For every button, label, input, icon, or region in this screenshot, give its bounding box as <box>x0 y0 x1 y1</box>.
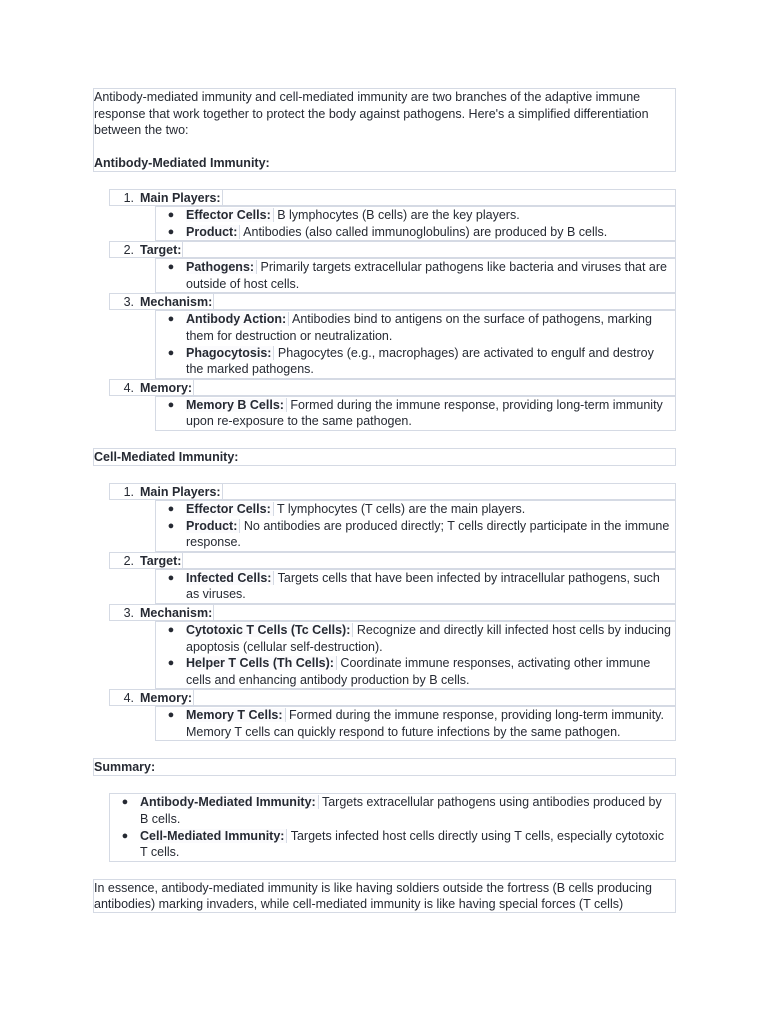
bullet-label: Memory T Cells: <box>186 708 286 722</box>
list-item-label: Mechanism: <box>140 605 213 620</box>
document-page <box>93 88 676 913</box>
bullet-item <box>156 707 675 740</box>
list-item <box>109 604 676 621</box>
bullet-item <box>156 207 675 224</box>
bullet-label: Cytotoxic T Cells (Tc Cells): <box>186 623 353 637</box>
list-number: 3. <box>123 295 134 310</box>
bullet-label: Antibody Action: <box>186 312 289 326</box>
list-item-label: Memory: <box>140 691 193 706</box>
antibody-heading: Antibody-Mediated Immunity: <box>94 155 270 170</box>
bullet-label: Product: <box>186 225 240 239</box>
bullet-text: Targets extracellular pathogens using antibodies produced by B cells. <box>140 795 662 827</box>
bullet-item <box>156 518 675 551</box>
bullet-dot-icon: ● <box>167 398 175 411</box>
list-number: 4. <box>123 380 134 395</box>
bullet-text: T lymphocytes (T cells) are the main players. <box>273 501 526 516</box>
bullet-label: Cell-Mediated Immunity: <box>140 829 287 843</box>
list-item-label: Main Players: <box>140 484 221 499</box>
bullet-label: Effector Cells: <box>186 502 274 516</box>
bullet-dot-icon: ● <box>167 261 175 274</box>
list-item <box>109 379 676 396</box>
bullet-item <box>156 345 675 378</box>
bullet-label: Phagocytosis: <box>186 346 274 360</box>
bullet-label: Memory B Cells: <box>186 398 287 412</box>
bullet-item <box>156 397 675 430</box>
list-item <box>109 483 676 500</box>
bullet-text: Primarily targets extracellular pathogens like bacteria and viruses that are outside of host cells. <box>186 260 667 291</box>
list-item-label: Target: <box>140 553 182 568</box>
list-number: 2. <box>123 243 134 258</box>
bullet-dot-icon: ● <box>167 657 175 670</box>
bullet-group <box>155 206 676 241</box>
bullet-item <box>156 655 675 688</box>
bullet-group <box>155 258 676 293</box>
bullet-dot-icon: ● <box>167 709 175 722</box>
list-item <box>109 293 676 310</box>
bullet-text: Coordinate immune responses, activating other immune cells and enhancing antibody production by B cells. <box>186 656 651 687</box>
cell-list <box>109 483 676 742</box>
bullet-text: Targets infected host cells directly using T cells, especially cytotoxic T cells. <box>140 828 665 860</box>
bullet-label: Product: <box>186 519 240 533</box>
list-item <box>109 552 676 569</box>
bullet-text: Antibodies (also called immunoglobulins) are produced by B cells. <box>240 224 608 239</box>
list-number: 1. <box>123 484 134 499</box>
bullet-text: Recognize and directly kill infected host cells by inducing apoptosis (cellular self-destruction). <box>186 622 671 654</box>
list-item-label: Main Players: <box>140 191 221 205</box>
bullet-dot-icon: ● <box>167 313 175 326</box>
closing-paragraph: In essence, antibody-mediated immunity is like having soldiers outside the fortress (B cells producing antibodies) marking invaders, while cell-mediated immunity is like having special forces (T cells) <box>93 879 676 913</box>
summary-list <box>109 793 676 861</box>
bullet-dot-icon: ● <box>121 796 129 809</box>
summary-heading: Summary: <box>93 758 676 776</box>
bullet-item <box>156 224 675 241</box>
intro-block <box>93 88 676 172</box>
bullet-text: Formed during the immune response, providing long-term immunity upon re-exposure to the same pathogen. <box>186 397 663 429</box>
bullet-label: Antibody-Mediated Immunity: <box>140 795 319 809</box>
bullet-label: Helper T Cells (Th Cells): <box>186 656 337 670</box>
list-item-label: Mechanism: <box>140 295 213 310</box>
bullet-text: Antibodies bind to antigens on the surface of pathogens, marking them for destruction or neutralization. <box>186 312 652 343</box>
bullet-group <box>155 706 676 741</box>
bullet-group <box>155 310 676 378</box>
bullet-dot-icon: ● <box>167 519 175 532</box>
bullet-item <box>156 259 675 292</box>
bullet-text: Formed during the immune response, providing long-term immunity. Memory T cells can quickly respond to future infections by the same pathogen. <box>186 708 664 739</box>
bullet-dot-icon: ● <box>121 829 129 842</box>
list-item-label: Target: <box>140 243 182 258</box>
list-number: 2. <box>123 553 134 568</box>
bullet-group <box>155 621 676 689</box>
bullet-group <box>155 500 676 552</box>
bullet-item <box>110 828 675 861</box>
bullet-dot-icon: ● <box>167 225 175 238</box>
list-number: 3. <box>123 605 134 620</box>
antibody-list <box>109 189 676 431</box>
bullet-text: B lymphocytes (B cells) are the key players. <box>273 208 520 222</box>
bullet-dot-icon: ● <box>167 571 175 584</box>
bullet-text: No antibodies are produced directly; T cells directly participate in the immune response. <box>186 518 670 550</box>
bullet-group <box>155 569 676 604</box>
bullet-item <box>156 311 675 344</box>
intro-paragraph: Antibody-mediated immunity and cell-mediated immunity are two branches of the adaptive immune response that work together to protect the body against pathogens. Here's a simplified differentiation between the two: <box>94 90 649 138</box>
bullet-dot-icon: ● <box>167 502 175 515</box>
bullet-dot-icon: ● <box>167 623 175 636</box>
bullet-label: Pathogens: <box>186 260 257 274</box>
bullet-item <box>156 570 675 603</box>
bullet-label: Effector Cells: <box>186 208 274 222</box>
bullet-dot-icon: ● <box>167 209 175 221</box>
bullet-item <box>110 794 675 827</box>
list-item <box>109 689 676 706</box>
bullet-text: Targets cells that have been infected by intracellular pathogens, such as viruses. <box>186 570 660 602</box>
list-item <box>109 189 676 206</box>
cell-heading: Cell-Mediated Immunity: <box>93 448 676 466</box>
list-item <box>109 241 676 258</box>
bullet-item <box>156 501 675 518</box>
bullet-dot-icon: ● <box>167 346 175 359</box>
list-item-label: Memory: <box>140 380 193 395</box>
bullet-label: Infected Cells: <box>186 571 274 585</box>
list-number: 1. <box>123 191 134 205</box>
bullet-group <box>155 396 676 431</box>
list-number: 4. <box>123 691 134 706</box>
bullet-text: Phagocytes (e.g., macrophages) are activated to engulf and destroy the marked pathogens. <box>186 345 654 377</box>
bullet-item <box>156 622 675 655</box>
